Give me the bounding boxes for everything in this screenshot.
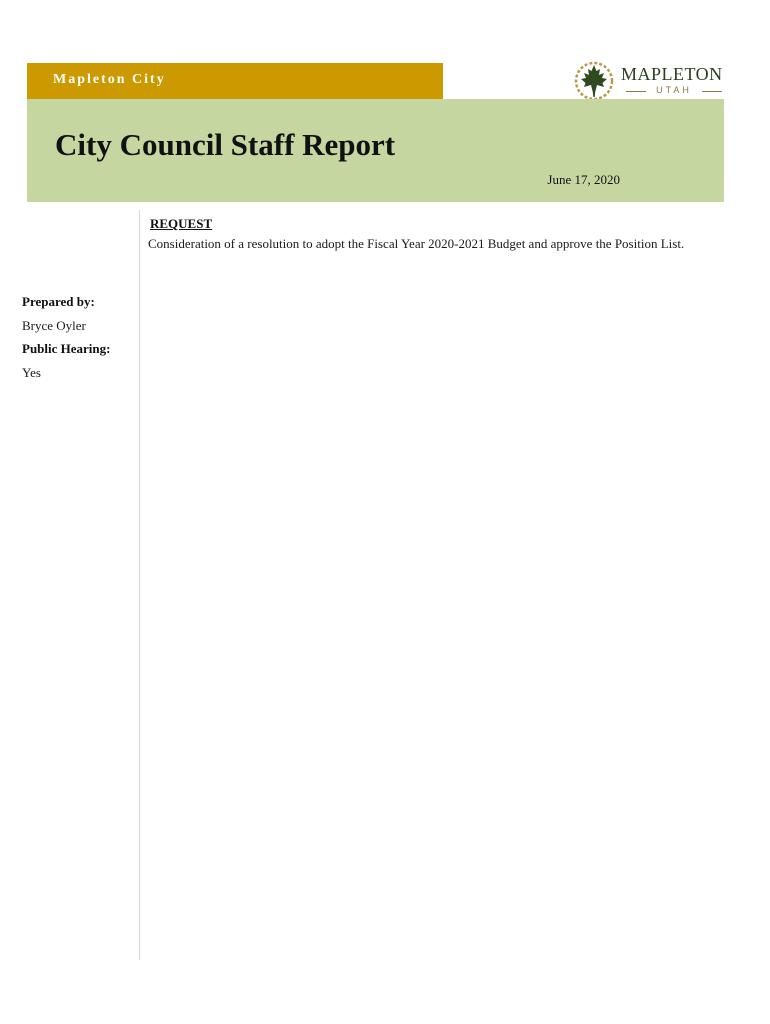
request-heading: REQUEST [150,216,213,231]
report-title: City Council Staff Report [55,127,396,162]
report-date: June 17, 2020 [547,172,620,187]
column-divider [139,210,140,960]
title-band [27,99,724,202]
city-name: Mapleton City [53,72,166,87]
city-name-bar [27,63,443,99]
maple-leaf-icon [572,60,616,102]
public-hearing-value: Yes [22,365,41,380]
prepared-by-value: Bryce Oyler [22,318,86,333]
logo-rule-left [626,91,646,92]
prepared-by-label: Prepared by: [22,294,95,309]
mapleton-logo [572,60,732,102]
request-body: Consideration of a resolution to adopt the Fiscal Year 2020-2021 Budget and approve the Position List. [148,236,685,251]
public-hearing-label: Public Hearing: [22,341,111,356]
logo-subtitle: UTAH [656,85,692,95]
logo-rule-right [702,91,722,92]
logo-wordmark: MAPLETON [621,64,723,84]
logo-subtitle-row [626,85,722,97]
